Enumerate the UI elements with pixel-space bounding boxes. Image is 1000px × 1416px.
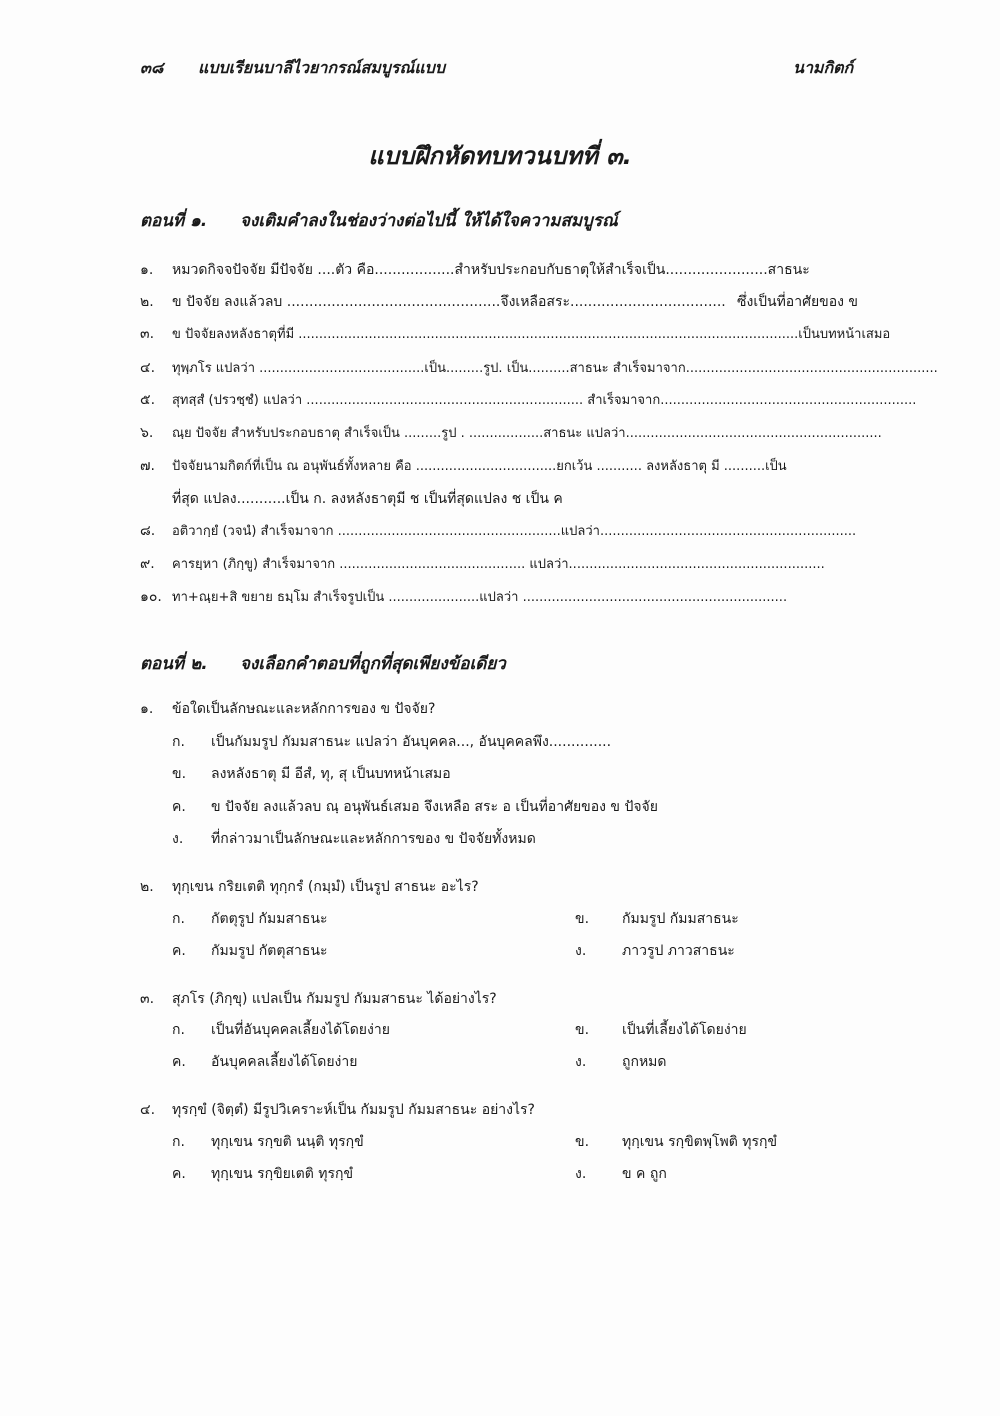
option-text: ลงหลังธาตุ มี อีสํ, ทุ, สุ เป็นบทหน้าเสมอ (211, 766, 451, 782)
item-number: ๓. (140, 326, 155, 342)
item-text: หมวดกิจจปัจจัย มีปัจจัย ....ตัว คือ..................สำหรับประกอบกับธาตุให้สำเร็จเป็น.......................สาธนะ (172, 262, 810, 278)
option-text: อันบุคคลเลี้ยงได้โดยง่าย (211, 1054, 358, 1070)
item-number: ๒. (140, 294, 154, 310)
option-text: เป็นที่เลี้ยงได้โดยง่าย (622, 1022, 747, 1038)
option-text: ทุกฺเขน รกฺขติ นนฺติ ทุรกฺขํ (211, 1134, 364, 1150)
item-text: ทุพฺภโร แปลว่า ........................................เป็น.........รูป. เป็น..........สาธนะ สำเร็จมาจาก............................................................. (172, 361, 938, 376)
option-label: ก. (172, 734, 185, 750)
option-text: ถูกหมด (622, 1054, 667, 1070)
item-text: ที่สุด แปลง...........เป็น ก. ลงหลังธาตุมี ช เป็นที่สุดแปลง ช เป็น ค (172, 491, 563, 507)
item-text: ทา+ณฺย+สิ ขยาย ธมฺโม สำเร็จรูปเป็น ......................แปลว่า ................................................................ (172, 590, 788, 605)
part2-label: ตอนที่ ๒. (140, 654, 208, 674)
option-label: ก. (172, 911, 185, 927)
option-text: ข ปัจจัย ลงแล้วลบ ณฺ อนุพันธ์เสมอ จึงเหลือ สระ อ เป็นที่อาศัยของ ข ปัจจัย (211, 799, 658, 815)
part2-instruction: จงเลือกคำตอบที่ถูกที่สุดเพียงข้อเดียว (240, 654, 506, 674)
question-number: ๑. (140, 701, 154, 717)
item-text: ณฺย ปัจจัย สำหรับประกอบธาตุ สำเร็จเป็น .........รูป . ..................สาธนะ แปลว่า.............................................................. (172, 426, 882, 441)
option-text: เป็นกัมมรูป กัมมสาธนะ แปลว่า อันบุคคล..., อันบุคคลพึง.............. (211, 734, 612, 750)
question-text: ทุรกฺขํ (จิตฺตํ) มีรูปวิเคราะห์เป็น กัมมรูป กัมมสาธนะ อย่างไร? (172, 1102, 535, 1118)
option-label: ง. (575, 943, 587, 959)
option-text: กัมมรูป กัมมสาธนะ (622, 911, 739, 927)
option-label: ง. (575, 1054, 587, 1070)
item-number: ๑. (140, 262, 154, 278)
item-text: สุทสฺสํ (ปรวชฺชํ) แปลว่า ................................................................... สำเร็จมาจาก.............................................................. (172, 393, 917, 408)
item-number: ๙. (140, 556, 155, 572)
option-text: กัตตุรูป กัมมสาธนะ (211, 911, 328, 927)
option-label: ค. (172, 943, 186, 959)
option-label: ก. (172, 1022, 185, 1038)
option-text: กัมมรูป กัตตุสาธนะ (211, 943, 328, 959)
option-label: ข. (575, 911, 590, 927)
part2-heading (140, 650, 506, 677)
item-text-right: ซึ่งเป็นที่อาศัยของ ข (736, 294, 858, 310)
option-text: เป็นที่อันบุคคลเลี้ยงได้โดยง่าย (211, 1022, 390, 1038)
option-label: ง. (172, 831, 184, 847)
item-number: ๕. (140, 392, 156, 408)
item-text: อติวากฺยํ (วจนํ) สำเร็จมาจาก ......................................................แปลว่า.............................................................. (172, 524, 857, 539)
option-text: ที่กล่าวมาเป็นลักษณะและหลักการของ ข ปัจจัยทั้งหมด (211, 831, 536, 847)
option-label: ข. (575, 1134, 590, 1150)
page-title: แบบฝึกหัดทบทวนบทที่ ๓. (368, 142, 632, 170)
item-number: ๔. (140, 360, 156, 376)
question-number: ๔. (140, 1102, 156, 1118)
book-title: แบบเรียนบาลีไวยากรณ์สมบูรณ์แบบ (198, 58, 445, 77)
item-text: ข ปัจจัยลงหลังธาตุที่มี .........................................................................................................................เป็นบทหน้าเสมอ (172, 327, 891, 342)
question-text: ทุกฺเขน กริยเตติ ทุกฺกรํ (กมฺมํ) เป็นรูป สาธนะ อะไร? (172, 879, 479, 895)
option-label: ค. (172, 1054, 186, 1070)
item-text: คารยฺหา (ภิกฺขู) สำเร็จมาจาก ............................................. แปลว่า.............................................................. (172, 557, 825, 572)
question-text: สุภโร (ภิกฺขุ) แปลเป็น กัมมรูป กัมมสาธนะ ได้อย่างไร? (172, 991, 497, 1007)
question-number: ๓. (140, 991, 155, 1007)
option-text: ข ค ถูก (622, 1166, 667, 1182)
option-label: ก. (172, 1134, 185, 1150)
option-label: ข. (575, 1022, 590, 1038)
option-text: ภาวรูป ภาวสาธนะ (622, 943, 735, 959)
part1-heading (140, 207, 618, 234)
item-text: ปัจจัยนามกิตก์ที่เป็น ณ อนุพันธ์ทั้งหลาย คือ ..................................ยกเว้น ........... ลงหลังธาตุ มี ..........เป็น (172, 459, 787, 474)
option-text: ทุกฺเขน รกฺขิตพฺโพติ ทุรกฺขํ (622, 1134, 778, 1150)
page-number: ๓๘ (140, 58, 164, 77)
item-number: ๖. (140, 425, 154, 441)
question-text: ข้อใดเป็นลักษณะและหลักการของ ข ปัจจัย? (172, 701, 436, 717)
option-label: ง. (575, 1166, 587, 1182)
option-label: ค. (172, 799, 186, 815)
item-number: ๘. (140, 523, 156, 539)
part1-label: ตอนที่ ๑. (140, 211, 208, 231)
option-label: ข. (172, 766, 187, 782)
question-number: ๒. (140, 879, 154, 895)
item-text: ข ปัจจัย ลงแล้วลบ ................................................จึงเหลือสระ................................... (172, 294, 726, 310)
option-label: ค. (172, 1166, 186, 1182)
item-number: ๗. (140, 458, 155, 474)
option-text: ทุกฺเขน รกฺขิยเตติ ทุรกฺขํ (211, 1166, 354, 1182)
section-name: นามกิตก์ (793, 58, 854, 77)
item-number: ๑๐. (140, 589, 162, 605)
part1-instruction: จงเติมคำลงในช่องว่างต่อไปนี้ ให้ได้ใจความสมบูรณ์ (240, 211, 618, 231)
